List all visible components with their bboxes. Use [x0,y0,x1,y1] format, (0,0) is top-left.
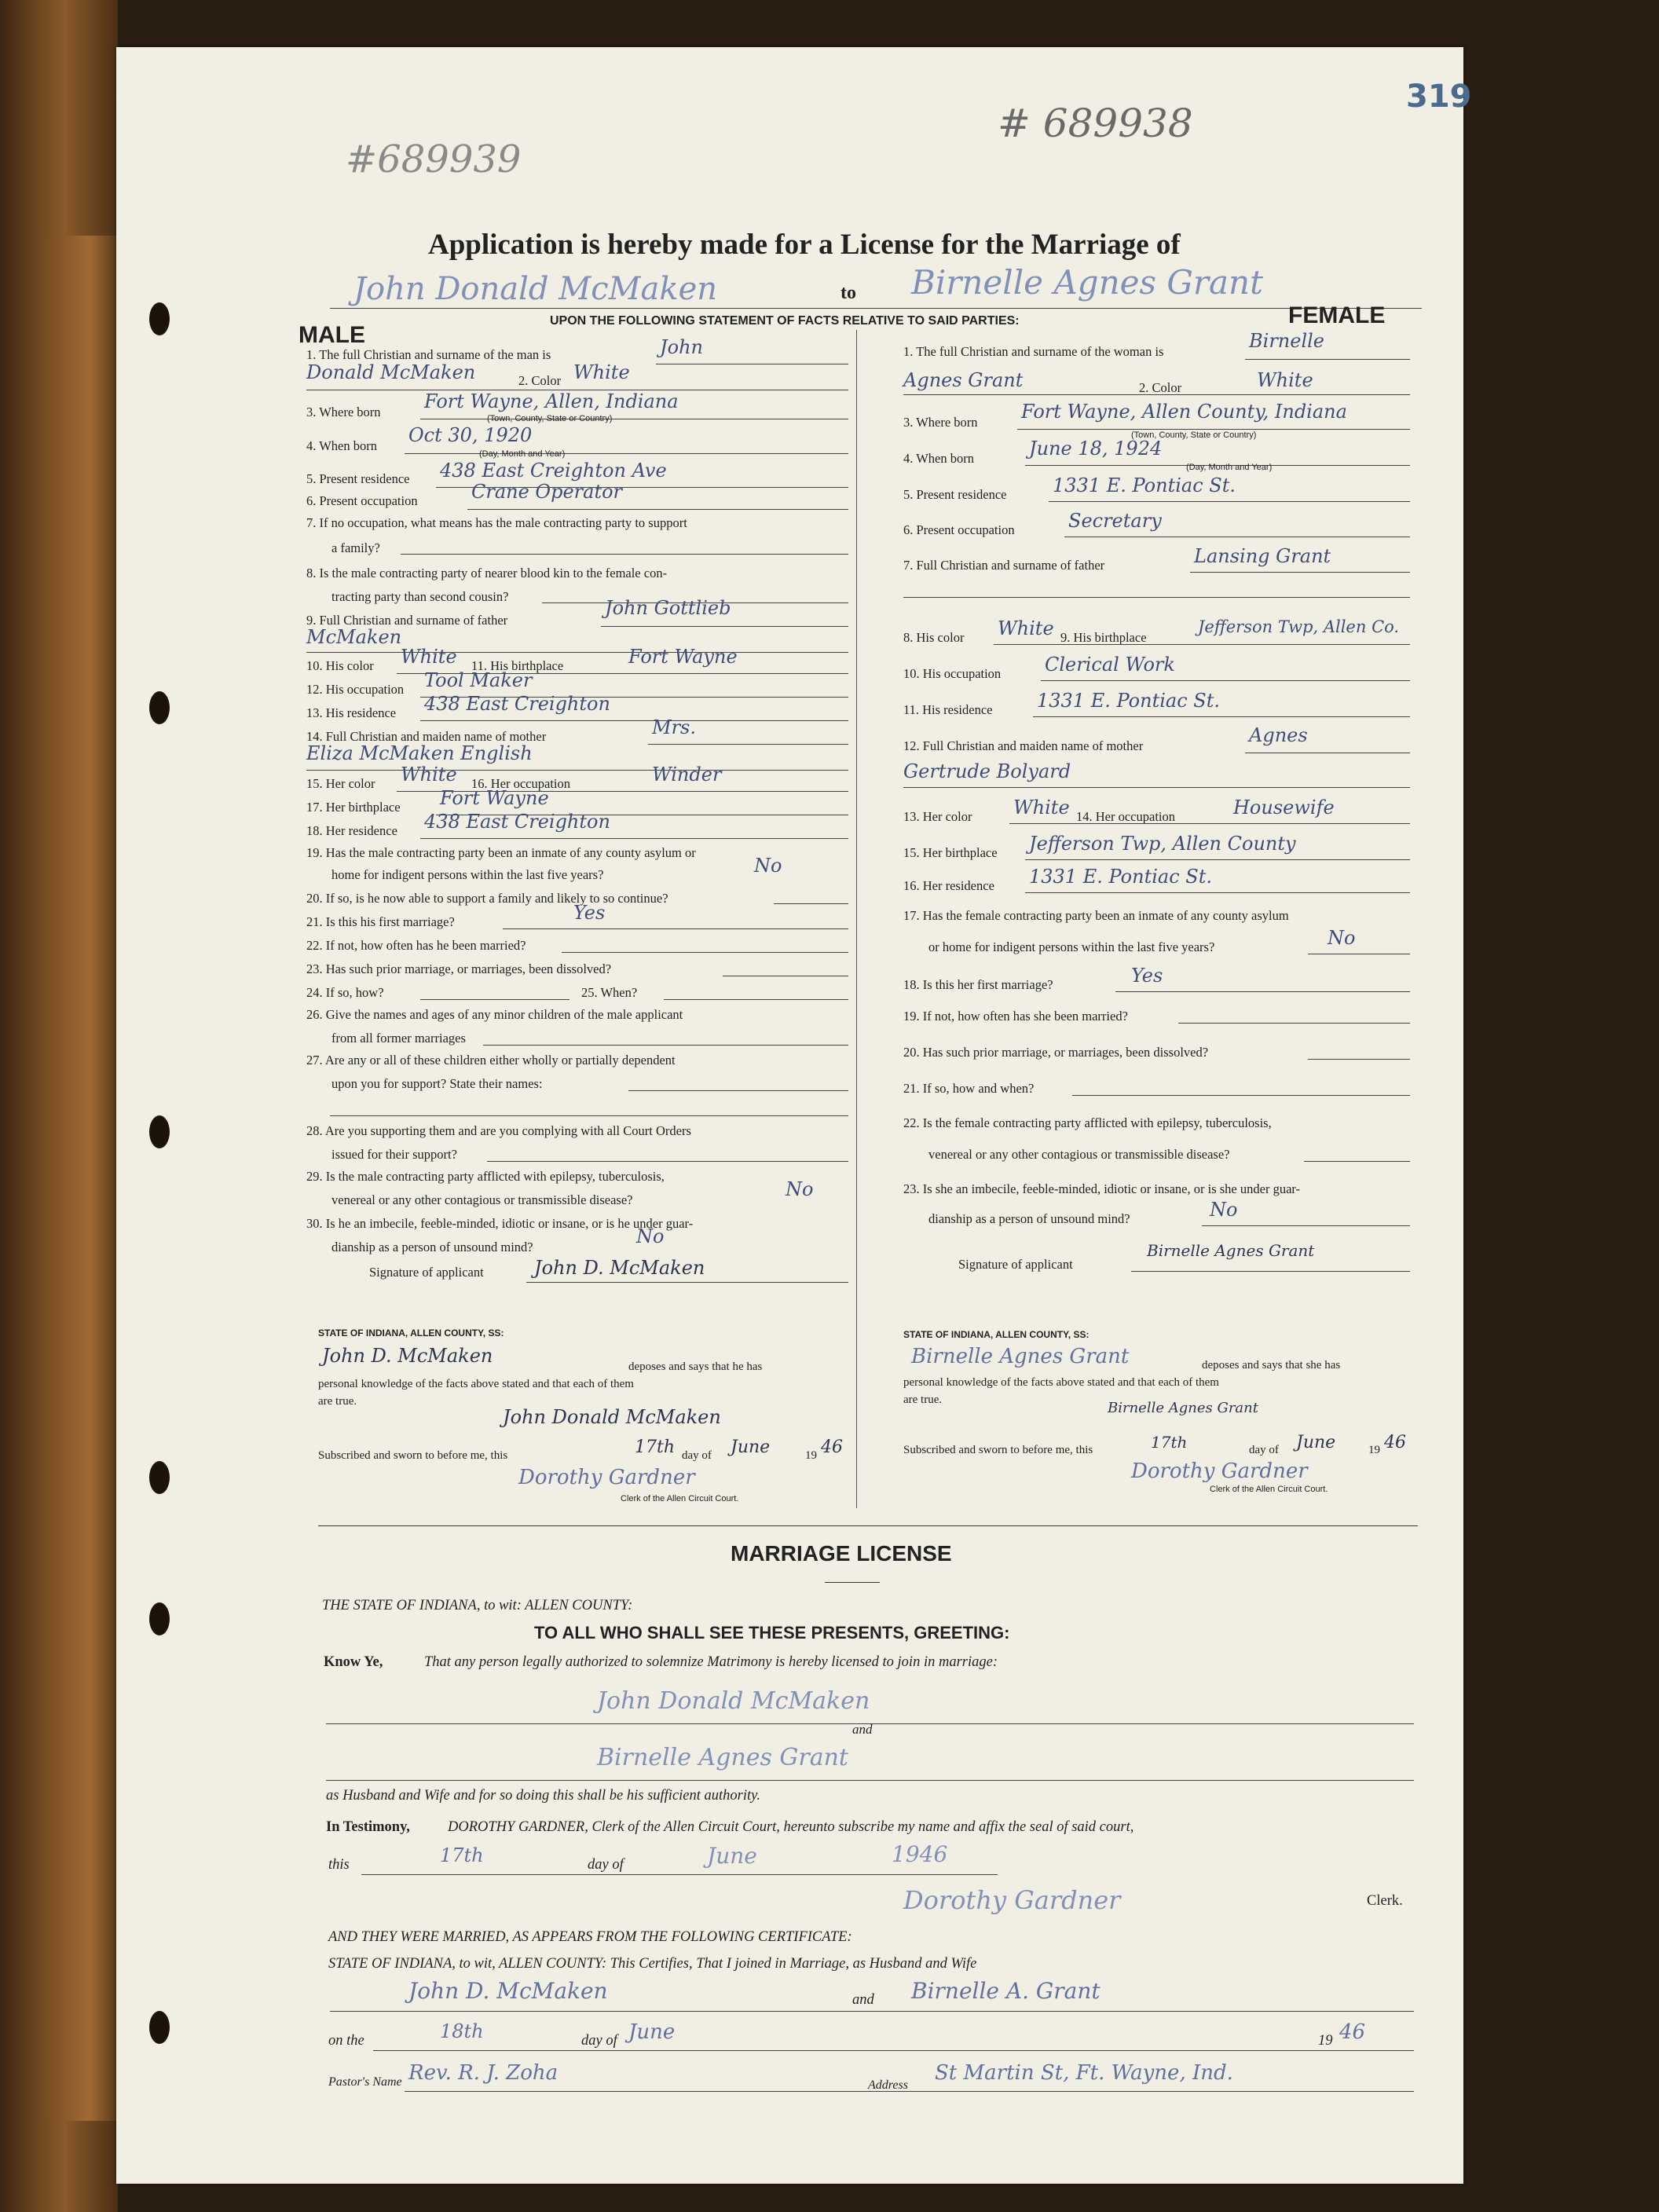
male-a15: White [401,764,457,786]
answer-line [1190,572,1410,573]
affidavit-female-name: Birnelle Agnes Grant [911,1345,1130,1368]
affidavit-deposes-male: deposes and says that he has [628,1361,763,1373]
certifies-line: STATE OF INDIANA, to wit, ALLEN COUNTY: This Certifies, That I joined in Marriage, as Husband and Wife [328,1956,977,1972]
answer-line [483,1045,848,1046]
male-a18: 438 East Creighton [424,811,610,833]
clerk-signature-male: Dorothy Gardner [518,1466,695,1489]
male-q17: 17. Her birthplace [306,800,401,815]
sworn-label-female: Subscribed and sworn to before me, this [903,1444,1093,1456]
female-a18: Yes [1131,965,1163,987]
male-a2: White [573,361,630,383]
clerk-label-male: Clerk of the Allen Circuit Court. [621,1494,739,1503]
female-q17b: or home for indigent persons within the last five years? [928,939,1215,954]
signature-line [1131,1271,1410,1272]
female-a7: Lansing Grant [1194,545,1331,567]
male-a9b: McMaken [306,626,402,648]
female-q3: 3. Where born [903,415,978,430]
sworn-month-male: June [731,1437,771,1457]
cert-year-prefix: 19 [1318,2033,1333,2049]
answer-line [903,394,1410,395]
page-title: Application is hereby made for a License for the Marriage of [428,229,1181,261]
cert-year: 46 [1339,2020,1366,2044]
license-heading: MARRIAGE LICENSE [731,1541,952,1566]
female-q19: 19. If not, how often has she been married? [903,1009,1128,1024]
male-a4: Oct 30, 1920 [408,424,533,446]
male-q28a: 28. Are you supporting them and are you complying with all Court Orders [306,1123,691,1138]
male-q20: 20. If so, is he now able to support a family and likely to so continue? [306,891,668,906]
female-q22b: venereal or any other contagious or transmissible disease? [928,1147,1230,1162]
male-q27b: upon you for support? State their names: [331,1076,543,1091]
answer-line [1308,1059,1410,1060]
female-a17: No [1328,927,1356,949]
female-a12a: Agnes [1249,724,1308,746]
male-q2: 2. Color [518,373,562,388]
male-a1b: Donald McMaken [306,361,476,383]
male-q25: 25. When? [581,985,638,1000]
female-q18: 18. Is this her first marriage? [903,977,1053,992]
names-line [330,308,1422,309]
male-q26b: from all former marriages [331,1031,466,1046]
address-label: Address [868,2078,908,2092]
answer-line [420,999,569,1000]
license-bride: Birnelle Agnes Grant [597,1744,848,1771]
female-q9: 9. His birthplace [1060,630,1147,645]
husband-wife-line: as Husband and Wife and for so doing this shall be his sufficient authority. [326,1788,760,1804]
male-q8b: tracting party than second cousin? [331,589,509,604]
female-a23: No [1210,1199,1238,1221]
male-q13: 13. His residence [306,705,397,720]
female-q5: 5. Present residence [903,487,1007,502]
day-of-female: day of [1249,1444,1279,1456]
female-a2: White [1257,369,1313,391]
male-q4-note: (Day, Month and Year) [479,449,566,459]
male-q30b: dianship as a person of unsound mind? [331,1240,533,1254]
answer-line [774,903,848,904]
pastor-name: Rev. R. J. Zoha [408,2061,558,2085]
answer-line [405,453,848,454]
male-q16: 16. Her occupation [471,776,570,791]
male-q8a: 8. Is the male contracting party of nearer blood kin to the female con- [306,566,668,580]
female-q23a: 23. Is she an imbecile, feeble-minded, idiotic or insane, or is she under guar- [903,1181,1301,1196]
female-q12: 12. Full Christian and maiden name of mother [903,738,1144,753]
male-q18: 18. Her residence [306,823,397,838]
male-sig-label: Signature of applicant [369,1265,484,1280]
male-q22: 22. If not, how often has he been married? [306,938,526,953]
affidavit-deposes-female: deposes and says that she has [1202,1359,1341,1372]
female-q11: 11. His residence [903,702,993,717]
male-a16: Winder [652,764,722,786]
male-a14: Mrs. [652,716,696,738]
cert-bride: Birnelle A. Grant [911,1978,1101,2004]
heading-rule [825,1582,880,1583]
male-a10: White [401,646,457,668]
male-q28b: issued for their support? [331,1147,457,1162]
female-a16: 1331 E. Pontiac St. [1029,866,1212,888]
female-q14: 14. Her occupation [1076,809,1175,824]
male-q21: 21. Is this his first marriage? [306,914,455,929]
male-a19: No [754,855,782,877]
female-heading: FEMALE [1288,302,1386,328]
male-q30a: 30. Is he an imbecile, feeble-minded, idiotic or insane, or is he under guar- [306,1216,694,1231]
punch-hole [149,1461,170,1494]
female-q10: 10. His occupation [903,666,1002,681]
answer-line [330,2011,1414,2012]
answer-line [467,509,848,510]
day-of-male: day of [682,1449,712,1462]
signature-line [526,1282,848,1283]
answer-line [1049,501,1410,502]
know-ye-label: Know Ye, [324,1654,383,1670]
record-id-right: # 689938 [998,101,1193,146]
answer-line [326,1780,1414,1781]
answer-line [1025,859,1410,860]
answer-line [405,2091,1414,2092]
sworn-year-female: 46 [1384,1433,1406,1452]
female-q8: 8. His color [903,630,965,645]
sworn-label-male: Subscribed and sworn to before me, this [318,1449,508,1462]
male-q10: 10. His color [306,658,374,673]
answer-line [1072,1095,1410,1096]
affidavit-male-signature: John Donald McMaken [503,1406,721,1428]
answer-line [1245,359,1410,360]
license-clerk-signature: Dorothy Gardner [903,1885,1121,1915]
groom-name: John Donald McMaken [353,271,718,307]
answer-line [628,1090,848,1091]
answer-line [562,952,848,953]
to-label: to [840,283,856,303]
clerk-label-female: Clerk of the Allen Circuit Court. [1210,1485,1328,1494]
punch-hole [149,302,170,335]
punch-hole [149,1602,170,1635]
subtitle: UPON THE FOLLOWING STATEMENT OF FACTS RELATIVE TO SAID PARTIES: [550,314,1020,328]
affidavit-state-female: STATE OF INDIANA, ALLEN COUNTY, SS: [903,1329,1090,1340]
this-label: this [328,1857,350,1873]
female-q21: 21. If so, how and when? [903,1081,1035,1096]
female-a4: June 18, 1924 [1029,438,1163,460]
male-signature: John D. McMaken [534,1257,705,1279]
female-q3-note: (Town, County, State or Country) [1131,430,1257,440]
male-a12: Tool Maker [424,669,533,691]
answer-line [903,787,1410,788]
female-a1b: Agnes Grant [903,369,1024,391]
male-q23: 23. Has such prior marriage, or marriages, been dissolved? [306,961,612,976]
male-a9: John Gottlieb [605,597,731,619]
answer-line [306,770,848,771]
male-q14: 14. Full Christian and maiden name of mother [306,729,547,744]
female-q4-note: (Day, Month and Year) [1186,463,1273,472]
answer-line [1033,716,1410,717]
testimony-text: DOROTHY GARDNER, Clerk of the Allen Circuit Court, hereunto subscribe my name and affix the seal of said court, [448,1819,1134,1835]
female-a10: Clerical Work [1045,654,1175,676]
male-q19a: 19. Has the male contracting party been an inmate of any county asylum or [306,845,696,860]
answer-line [401,554,848,555]
male-q26a: 26. Give the names and ages of any minor children of the male applicant [306,1007,683,1022]
answer-line [1202,1225,1410,1226]
clerk-suffix: Clerk. [1367,1893,1403,1909]
book-edge [47,236,118,2121]
female-a9: Jefferson Twp, Allen Co. [1198,617,1400,636]
female-q2: 2. Color [1139,380,1182,395]
answer-line [487,1161,848,1162]
female-q16: 16. Her residence [903,878,994,893]
male-q27a: 27. Are any or all of these children either wholly or partially dependent [306,1053,676,1068]
affidavit-female-signature: Birnelle Agnes Grant [1108,1400,1258,1416]
answer-line [503,928,848,929]
answer-line [903,597,1410,598]
male-q29b: venereal or any other contagious or transmissible disease? [331,1192,633,1207]
license-state-line: THE STATE OF INDIANA, to wit: ALLEN COUNTY: [322,1598,633,1613]
on-the-label: on the [328,2033,364,2049]
column-divider [856,330,857,1508]
license-month: June [707,1843,757,1869]
female-a8: White [998,617,1054,639]
female-a13: White [1013,797,1070,819]
answer-line [1017,429,1410,430]
female-q13: 13. Her color [903,809,972,824]
female-a5: 1331 E. Pontiac St. [1053,474,1236,496]
page-number: 319 [1406,79,1472,115]
male-a11: Fort Wayne [628,646,738,668]
answer-line [664,999,848,1000]
female-signature: Birnelle Agnes Grant [1147,1241,1315,1260]
female-a14: Housewife [1233,797,1335,819]
sworn-day-male: 17th [635,1437,676,1457]
male-a13: 438 East Creighton [424,693,610,715]
male-q7b: a family? [331,540,380,555]
pastor-label: Pastor's Name [328,2075,402,2089]
year-prefix-female: 19 [1368,1444,1380,1456]
answer-line [648,744,848,745]
answer-line [994,644,1410,645]
male-a3: Fort Wayne, Allen, Indiana [424,390,679,412]
answer-line [1009,823,1410,824]
license-day-of: day of [588,1857,624,1873]
male-q12: 12. His occupation [306,682,405,697]
male-q19b: home for indigent persons within the last five years? [331,867,604,882]
cert-month: June [628,2020,676,2044]
male-a17: Fort Wayne [440,787,549,809]
answer-line [420,720,848,721]
license-and: and [852,1722,873,1737]
sworn-month-female: June [1296,1433,1336,1452]
female-q23b: dianship as a person of unsound mind? [928,1211,1130,1226]
affidavit-knowledge2-male: are true. [318,1395,357,1408]
female-a1a: Birnelle [1249,330,1324,352]
answer-line [1304,1161,1410,1162]
male-a21: Yes [573,902,606,924]
male-q4: 4. When born [306,438,377,453]
married-line: AND THEY WERE MARRIED, AS APPEARS FROM THE FOLLOWING CERTIFICATE: [328,1929,852,1945]
female-q22a: 22. Is the female contracting party afflicted with epilepsy, tuberculosis, [903,1115,1272,1130]
answer-line [373,2050,1414,2051]
testimony-label: In Testimony, [326,1819,410,1835]
female-q1: 1. The full Christian and surname of the woman is [903,344,1164,359]
male-q3-note: (Town, County, State or Country) [487,414,613,423]
female-q7: 7. Full Christian and surname of father [903,558,1105,573]
know-ye-text: That any person legally authorized to solemnize Matrimony is hereby licensed to join in marriage: [424,1654,998,1670]
male-q15: 15. Her color [306,776,375,791]
answer-line [1041,680,1410,681]
male-q11: 11. His birthplace [471,658,564,673]
male-q24: 24. If so, how? [306,985,384,1000]
answer-line [420,838,848,839]
male-a5: 438 East Creighton Ave [440,460,667,482]
male-a6: Crane Operator [471,481,623,503]
answer-line [1115,991,1410,992]
female-q17a: 17. Has the female contracting party been an inmate of any county asylum [903,908,1289,923]
cert-and: and [852,1992,874,2008]
male-a30: No [636,1225,665,1247]
male-q9: 9. Full Christian and surname of father [306,613,508,628]
answer-line [1025,892,1410,893]
female-q4: 4. When born [903,451,974,466]
male-q7a: 7. If no occupation, what means has the male contracting party to support [306,515,687,530]
sworn-year-male: 46 [821,1437,843,1457]
bride-name: Birnelle Agnes Grant [911,263,1263,302]
male-a1: John [660,336,703,358]
license-day: 17th [440,1844,484,1866]
male-a29: No [786,1178,814,1200]
license-year: 1946 [892,1841,948,1867]
male-q6: 6. Present occupation [306,493,418,508]
female-a12b: Gertrude Bolyard [903,760,1071,782]
clerk-signature-female: Dorothy Gardner [1131,1459,1308,1483]
female-q20: 20. Has such prior marriage, or marriages, been dissolved? [903,1045,1209,1060]
affidavit-state-male: STATE OF INDIANA, ALLEN COUNTY, SS: [318,1328,504,1339]
greeting: TO ALL WHO SHALL SEE THESE PRESENTS, GREETING: [534,1623,1010,1643]
male-q29a: 29. Is the male contracting party afflicted with epilepsy, tuberculosis, [306,1169,665,1184]
male-a14b: Eliza McMaken English [306,742,533,764]
cert-groom: John D. McMaken [408,1978,608,2004]
cert-day: 18th [440,2020,484,2042]
answer-line [306,652,848,653]
female-a11: 1331 E. Pontiac St. [1037,690,1220,712]
pastor-address: St Martin St, Ft. Wayne, Ind. [935,2061,1233,2085]
record-id-left: #689939 [346,137,522,181]
year-prefix-male: 19 [805,1449,817,1462]
male-q3: 3. Where born [306,405,381,419]
female-a15: Jefferson Twp, Allen County [1029,833,1296,855]
answer-line [361,1874,998,1875]
cert-day-of: day of [581,2033,617,2049]
female-sig-label: Signature of applicant [958,1257,1073,1272]
male-heading: MALE [298,322,365,348]
affidavit-knowledge2-female: are true. [903,1393,943,1406]
female-q6: 6. Present occupation [903,522,1015,537]
punch-hole [149,1115,170,1148]
female-a3: Fort Wayne, Allen County, Indiana [1021,401,1347,423]
punch-hole [149,2011,170,2044]
female-a6: Secretary [1068,510,1162,532]
answer-line [1178,1023,1410,1024]
female-q15: 15. Her birthplace [903,845,998,860]
male-q5: 5. Present residence [306,471,410,486]
sworn-day-female: 17th [1151,1433,1188,1452]
male-q1: 1. The full Christian and surname of the man is [306,347,551,362]
section-divider [318,1525,1418,1526]
answer-line [330,1115,848,1116]
punch-hole [149,691,170,724]
affidavit-knowledge1-female: personal knowledge of the facts above stated and that each of them [903,1376,1219,1389]
affidavit-male-name: John D. McMaken [322,1345,493,1367]
license-groom: John Donald McMaken [597,1687,870,1715]
answer-line [601,626,848,627]
affidavit-knowledge1-male: personal knowledge of the facts above stated and that each of them [318,1378,634,1390]
